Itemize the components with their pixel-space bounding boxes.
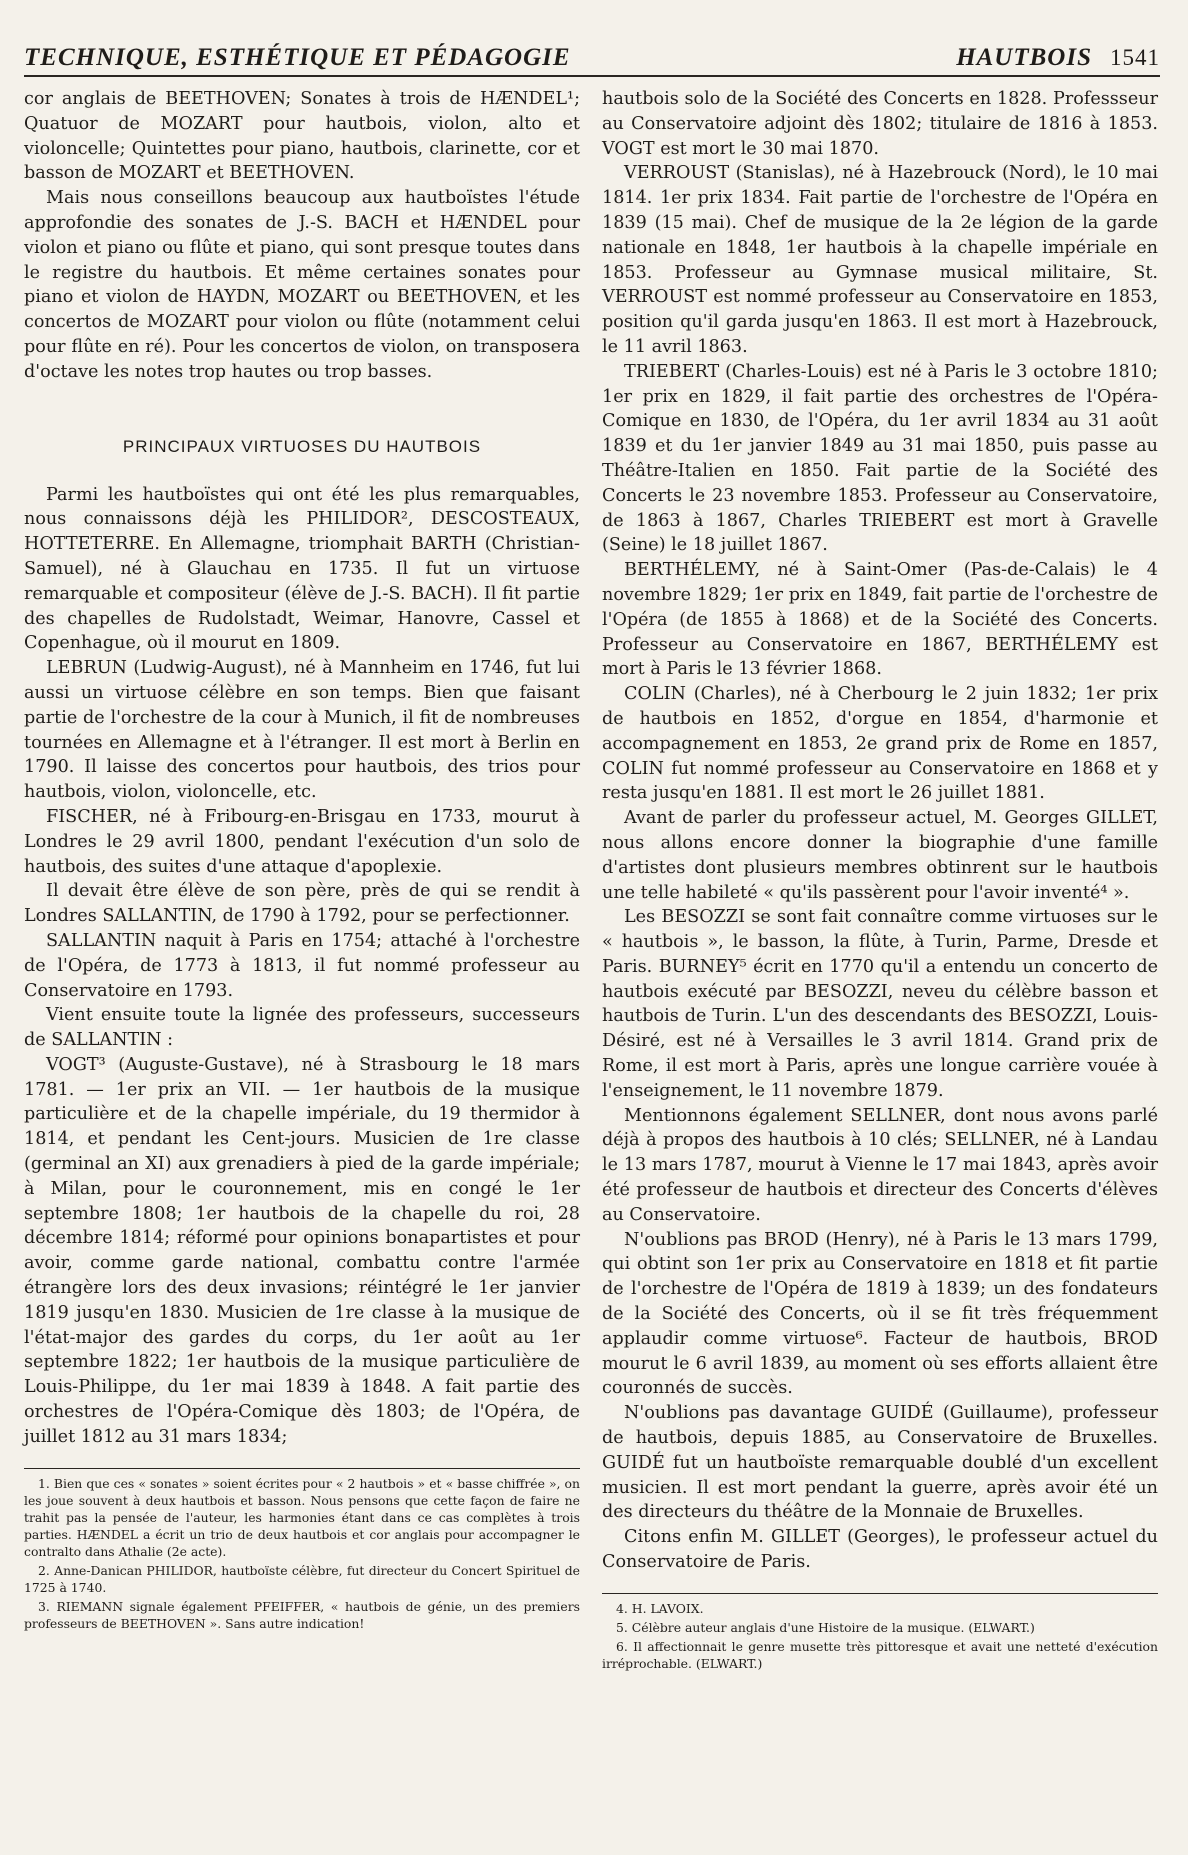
footnote: 5. Célèbre auteur anglais d'une Histoire de la musique. (ELWART.) — [616, 1619, 1035, 1635]
footnote: 1. Bien que ces « sonates » soient écrites pour « 2 hautbois » et « basse chiffrée », on les joue souvent à deux hautbois et basson. Nous pensons que cette façon de faire ne trahit pas la pensée de l'auteur, les harmonies étant dans ce cas complètes à trois parties. HÆNDEL a écrit un trio de deux hautbois et cor anglais pour accompagner le contralto dans Athalie (2e acte). — [24, 1475, 580, 1559]
paragraph: Il devait être élève de son père, près de qui se rendit à Londres SALLANTIN, de 1790 à 1792, pour se perfectionner. — [24, 881, 580, 927]
section-title: PRINCIPAUX VIRTUOSES DU HAUTBOIS — [122, 436, 482, 456]
paragraph: cor anglais de BEETHOVEN; Sonates à trois de HÆNDEL¹; Quatuor de MOZART pour hautbois, violon, alto et violoncelle; Quintettes pour piano, hautbois, clarinette, cor et basson de MOZART et BEETHOVEN. — [24, 89, 580, 184]
paragraph: hautbois solo de la Société des Concerts en 1828. Professseur au Conservatoire adjoint dès 1802; titulaire de 1816 à 1853. VOGT est mort le 30 mai 1870. — [602, 89, 1158, 159]
paragraph: Citons enfin M. GILLET (Georges), le professeur actuel du Conservatoire de Paris. — [602, 1527, 1158, 1573]
paragraph: Avant de parler du professeur actuel, M. Georges GILLET, nous allons encore donner la biographie d'une famille d'artistes dont plusieurs membres obtinrent sur le hautbois une telle habileté « qu'ils passèrent pour l'avoir inventé⁴ ». — [602, 808, 1158, 903]
paragraph: N'oublions pas BROD (Henry), né à Paris le 13 mars 1799, qui obtint son 1er prix au Conservatoire en 1818 et fit partie de l'orchestre de l'Opéra de 1819 à 1839; un des fondateurs de la Société des Concerts, où il se fit très fréquemment applaudir comme virtuose⁶. Facteur de hautbois, BROD mourut le 6 avril 1839, au moment où ses efforts allaient être couronnés de succès. — [602, 1229, 1158, 1399]
paragraph: VOGT³ (Auguste-Gustave), né à Strasbourg le 18 mars 1781. — 1er prix an VII. — 1er hautbois de la musique particulière et de la chapelle impériale, du 19 thermidor à 1814, et pendant les Cent-jours. Musicien de 1re classe (germinal an XI) aux grenadiers à pied de la garde impériale; à Milan, pour le couronnement, mis en congé le 1er septembre 1808; 1er hautbois de la chapelle du roi, 28 décembre 1814; réformé pour opinions bonapartistes et pour avoir, comme garde national, combattu contre l'armée étrangère lors des deux invasions; réintégré le 1er janvier 1819 jusqu'en 1830. Musicien de 1re classe à la musique de l'état-major des gardes du corps, du 1er août au 1er septembre 1822; 1er hautbois de la musique particulière de Louis-Philippe, du 1er mai 1839 à 1848. A fait partie des orchestres de l'Opéra-Comique dès 1803; de l'Opéra, de juillet 1812 au 31 mars 1834; — [24, 1054, 580, 1447]
footnote: 3. RIEMANN signale également PFEIFFER, « hautbois de génie, un des premiers professeurs de BEETHOVEN ». Sans autre indication! — [24, 1598, 580, 1631]
text-columns — [24, 87, 1160, 1674]
paragraph: Mentionnons également SELLNER, dont nous avons parlé déjà à propos des hautbois à 10 clés; SELLNER, né à Landau le 13 mars 1787, mourut à Vienne le 17 mai 1843, après avoir été professeur de hautbois et directeur des Concerts d'élèves au Conservatoire. — [602, 1105, 1158, 1225]
header-right-title: HAUTBOIS — [956, 44, 1092, 71]
footnotes-right — [602, 1593, 1158, 1672]
paragraph: FISCHER, né à Fribourg-en-Brisgau en 1733, mourut à Londres le 29 avril 1800, pendant l'exécution d'un solo de hautbois, des suites d'une attaque d'apoplexie. — [24, 806, 580, 877]
paragraph: Les BESOZZI se sont fait connaître comme virtuoses sur le « hautbois », le basson, la flûte, à Turin, Parme, Dresde et Paris. BURNEY⁵ écrit en 1770 qu'il a entendu un concerto de hautbois exécuté par BESOZZI, neveu du célèbre basson et hautbois de Turin. L'un des descendants des BESOZZI, Louis-Désiré, est né à Versailles le 3 avril 1814. Grand prix de Rome, il est mort à Paris, après une longue carrière vouée à l'enseignement, le 11 novembre 1879. — [602, 907, 1158, 1101]
paragraph: SALLANTIN naquit à Paris en 1754; attaché à l'orchestre de l'Opéra, de 1773 à 1813, il fut nommé professeur au Conservatoire en 1793. — [24, 930, 580, 1001]
footnotes-left — [24, 1468, 580, 1632]
left-column — [24, 87, 580, 1674]
paragraph: COLIN (Charles), né à Cherbourg le 2 juin 1832; 1er prix de hautbois en 1852, d'orgue en 1854, d'harmonie et accompagnement en 1853, 2e grand prix de Rome en 1857, COLIN fut nommé professeur au Conservatoire en 1868 et y resta jusqu'en 1881. Il est mort le 26 juillet 1881. — [602, 684, 1158, 804]
header-left-title: TECHNIQUE, ESTHÉTIQUE ET PÉDAGOGIE — [24, 44, 571, 71]
paragraph: VERROUST (Stanislas), né à Hazebrouck (Nord), le 10 mai 1814. 1er prix 1834. Fait partie de l'orchestre de l'Opéra en 1839 (15 mai). Chef de musique de la 2e légion de la garde nationale en 1848, 1er hautbois à la chapelle impériale en 1853. Professeur au Gymnase musical militaire, St. VERROUST est nommé professeur au Conservatoire en 1853, position qu'il garda jusqu'en 1863. Il est mort à Hazebrouck, le 11 avril 1863. — [602, 163, 1158, 357]
running-header — [24, 44, 1160, 77]
paragraph: Vient ensuite toute la lignée des professeurs, successeurs de SALLANTIN : — [24, 1005, 580, 1051]
paragraph: N'oublions pas davantage GUIDÉ (Guillaume), professeur de hautbois, depuis 1885, au Conservatoire de Bruxelles. GUIDÉ fut un hautboïste remarquable doublé d'un excellent musicien. Il est mort pendant la guerre, après avoir été un des directeurs du théâtre de la Monnaie de Bruxelles. — [602, 1403, 1158, 1523]
paragraph: LEBRUN (Ludwig-August), né à Mannheim en 1746, fut lui aussi un virtuose célèbre en son temps. Bien que faisant partie de l'orchestre de la cour à Munich, il fit de nombreuses tournées en Allemagne et à l'étranger. Il est mort à Berlin en 1790. Il laisse des concertos pour hautbois, des trios pour hautbois, violon, violoncelle, etc. — [24, 658, 580, 803]
paragraph: Parmi les hautboïstes qui ont été les plus remarquables, nous connaissons déjà les PHILIDOR², DESCOSTEAUX, HOTTETERRE. En Allemagne, triomphait BARTH (Christian-Samuel), né à Glauchau en 1735. Il fut un virtuose remarquable et compositeur (élève de J.-S. BACH). Il fit partie des chapelles de Rudolstadt, Weimar, Hanovre, Cassel et Copenhague, où il mourut en 1809. — [24, 484, 580, 654]
paragraph: TRIEBERT (Charles-Louis) est né à Paris le 3 octobre 1810; 1er prix en 1829, il fait partie des orchestres de l'Opéra-Comique en 1830, de l'Opéra, du 1er avril 1834 au 31 août 1839 et du 1er janvier 1849 au 31 mai 1850, puis passe au Théâtre-Italien en 1850. Fait partie de la Société des Concerts le 23 novembre 1853. Professeur au Conservatoire, de 1863 à 1867, Charles TRIEBERT est mort à Gravelle (Seine) le 18 juillet 1867. — [602, 361, 1158, 556]
right-column — [602, 87, 1158, 1674]
footnote: 4. H. LAVOIX. — [616, 1600, 704, 1616]
paragraph: Mais nous conseillons beaucoup aux hautboïstes l'étude approfondie des sonates de J.-S. BACH et HÆNDEL pour violon et piano ou flûte et piano, qui sont presque toutes dans le registre du hautbois. Et même certaines sonates pour piano et violon de HAYDN, MOZART ou BEETHOVEN, et les concertos de MOZART pour violon ou flûte (notamment celui pour flûte en ré). Pour les concertos de violon, on transposera d'octave les notes trop hautes ou trop basses. — [24, 188, 580, 382]
page-number: 1541 — [1110, 45, 1160, 70]
paragraph: BERTHÉLEMY, né à Saint-Omer (Pas-de-Calais) le 4 novembre 1829; 1er prix en 1849, fait partie de l'orchestre de l'Opéra (de 1855 à 1868) et de la Société des Concerts. Professeur au Conservatoire en 1867, BERTHÉLEMY est mort à Paris le 13 février 1868. — [602, 560, 1158, 680]
footnote: 6. Il affectionnait le genre musette très pittoresque et avait une netteté d'exécution irréprochable. (ELWART.) — [602, 1638, 1158, 1671]
footnote: 2. Anne-Danican PHILIDOR, hautboïste célèbre, fut directeur du Concert Spirituel de 1725 à 1740. — [24, 1562, 580, 1595]
